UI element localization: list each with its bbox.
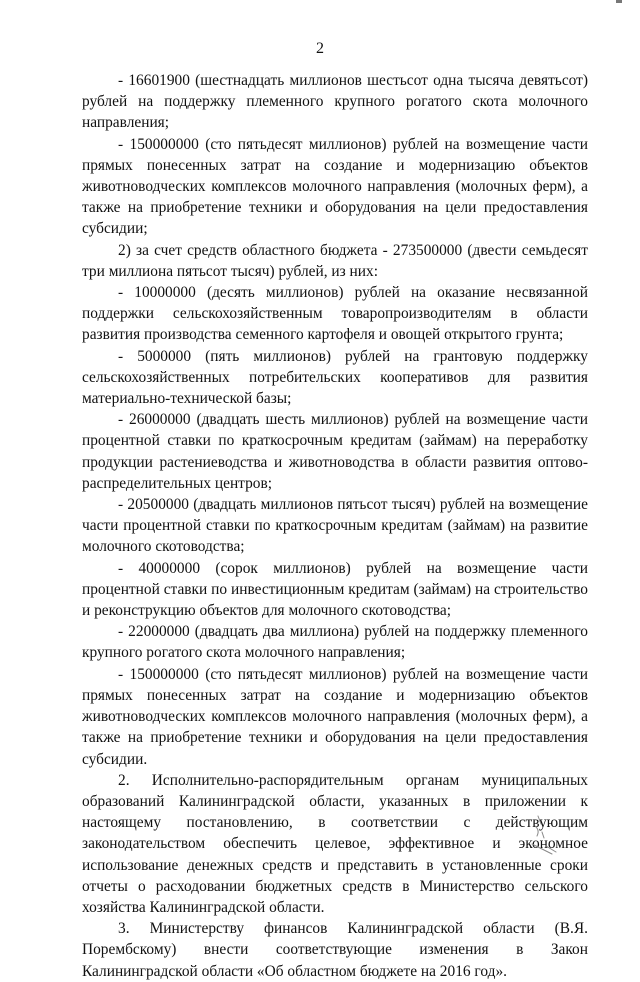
paragraph-4: - 10000000 (десять миллионов) рублей на оказание несвязанной поддержки сельскохозяйственным товаропроизводителям в области развития производства семенного картофеля и овощей открытого грунта; [82,284,588,344]
page-number: 2 [316,40,324,57]
paragraph-2: - 150000000 (сто пятьдесят миллионов) рублей на возмещение части прямых понесенных затрат на создание и модернизацию объектов животноводческих комплексов молочного направления (молочных ферм), а также на приобретение техники и оборудования на цели предоставления субсидии; [82,135,588,238]
paragraph-9: - 22000000 (двадцать два миллиона) рублей на поддержку племенного крупного рогатого скота молочного направления; [82,623,588,662]
paragraph-7: - 20500000 (двадцать миллионов пятьсот тысяч) рублей на возмещение части процентной ставки по краткосрочным кредитам (займам) на развитие молочного скотоводства; [82,496,588,556]
paragraph-8: - 40000000 (сорок миллионов) рублей на возмещение части процентной ставки по инвестиционным кредитам (займам) на строительство и реконструкцию объектов для молочного скотоводства; [82,559,588,620]
paragraph-6: - 26000000 (двадцать шесть миллионов) рублей на возмещение части процентной ставки по краткосрочным кредитам (займам) на переработку продукции растениеводства и животноводства в области развития оптово-распределительных центров; [82,411,588,492]
paragraph-1: - 16601900 (шестнадцать миллионов шестьсот одна тысяча девятьсот) рублей на поддержку племенного крупного рогатого скота молочного направления; [82,72,588,132]
paragraph-3: 2) за счет средств областного бюджета - 273500000 (двести семьдесят три миллиона пятьсот тысяч) рублей, из них: [82,241,588,280]
pen-scribble-mark [526,812,566,858]
document-body [82,70,588,982]
paragraph-5: - 5000000 (пять миллионов) рублей на грантовую поддержку сельскохозяйственных потребительских кооперативов для развития материально-технической базы; [82,347,588,408]
paragraph-11: 2. Исполнительно-распорядительным органам муниципальных образований Калининградской области, указанных в приложении к настоящему постановлению, в соответствии с действующим законодательством обеспечить целевое, эффективное и экономное использование денежных средств и представить в установленные сроки отчеты о расходовании бюджетных средств в Министерство сельского хозяйства Калининградской области. [82,771,588,916]
paragraph-10: - 150000000 (сто пятьдесят миллионов) рублей на возмещение части прямых понесенных затрат на создание и модернизацию объектов животноводческих комплексов молочного направления (молочных ферм), а также на приобретение техники и оборудования на цели предоставления субсидии. [82,665,588,768]
paragraph-12: 3. Министерству финансов Калининградской области (В.Я. Порембскому) внести соответствующие изменения в Закон Калининградской области «Об областном бюджете на 2016 год». [82,920,588,980]
scan-corner-mark [616,0,622,3]
